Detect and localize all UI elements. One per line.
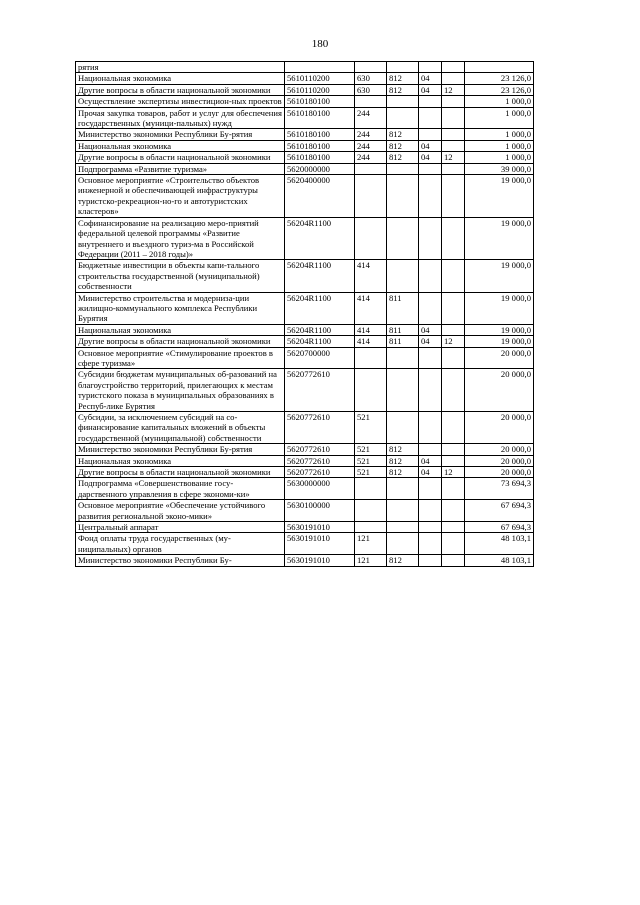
department-code-cell: 811 (387, 292, 419, 324)
target-code-cell: 5620000000 (285, 163, 355, 174)
table-row (76, 455, 534, 466)
item-name-cell: Другие вопросы в области национальной экономики (76, 152, 285, 163)
target-code-cell: 5610110200 (285, 84, 355, 95)
department-code-cell: 812 (387, 444, 419, 455)
table-row (76, 129, 534, 140)
table-row (76, 347, 534, 369)
budget-table (75, 61, 534, 567)
item-name-cell: Основное мероприятие «Стимулирование проектов в сфере туризма» (76, 347, 285, 369)
target-code-cell: 5620772610 (285, 369, 355, 412)
target-code-cell: 56204R1100 (285, 217, 355, 260)
amount-cell: 20 000,0 (465, 455, 534, 466)
expense-type-cell (355, 347, 387, 369)
subsection-code-cell (442, 500, 465, 522)
expense-type-cell: 244 (355, 129, 387, 140)
amount-cell: 20 000,0 (465, 412, 534, 444)
item-name-cell: рятия (76, 62, 285, 73)
expense-type-cell: 521 (355, 412, 387, 444)
item-name-cell: Другие вопросы в области национальной экономики (76, 336, 285, 347)
department-code-cell (387, 412, 419, 444)
department-code-cell: 812 (387, 129, 419, 140)
section-code-cell: 04 (419, 152, 442, 163)
amount-cell: 67 694,3 (465, 500, 534, 522)
department-code-cell: 812 (387, 140, 419, 151)
table-row (76, 324, 534, 335)
section-code-cell: 04 (419, 73, 442, 84)
section-code-cell (419, 175, 442, 218)
section-code-cell (419, 500, 442, 522)
amount-cell: 20 000,0 (465, 444, 534, 455)
target-code-cell: 5610180100 (285, 129, 355, 140)
table-row (76, 336, 534, 347)
table-row (76, 175, 534, 218)
expense-type-cell (355, 96, 387, 107)
amount-cell: 19 000,0 (465, 336, 534, 347)
subsection-code-cell: 12 (442, 336, 465, 347)
table-row (76, 62, 534, 73)
amount-cell: 23 126,0 (465, 84, 534, 95)
table-row (76, 555, 534, 566)
item-name-cell: Основное мероприятие «Обеспечение устойчивого развития региональной эконо-мики» (76, 500, 285, 522)
target-code-cell: 5620700000 (285, 347, 355, 369)
section-code-cell (419, 217, 442, 260)
department-code-cell: 812 (387, 555, 419, 566)
department-code-cell: 812 (387, 455, 419, 466)
amount-cell: 20 000,0 (465, 347, 534, 369)
expense-type-cell: 414 (355, 324, 387, 335)
expense-type-cell: 521 (355, 455, 387, 466)
page-number: 180 (311, 38, 329, 50)
section-code-cell: 04 (419, 467, 442, 478)
table-row (76, 522, 534, 533)
department-code-cell (387, 260, 419, 292)
target-code-cell: 5630000000 (285, 478, 355, 500)
item-name-cell: Национальная экономика (76, 73, 285, 84)
amount-cell: 19 000,0 (465, 292, 534, 324)
target-code-cell: 56204R1100 (285, 292, 355, 324)
amount-cell: 48 103,1 (465, 555, 534, 566)
section-code-cell (419, 478, 442, 500)
subsection-code-cell (442, 455, 465, 466)
target-code-cell: 5630100000 (285, 500, 355, 522)
subsection-code-cell: 12 (442, 467, 465, 478)
section-code-cell (419, 260, 442, 292)
section-code-cell (419, 369, 442, 412)
section-code-cell (419, 347, 442, 369)
target-code-cell: 5630191010 (285, 555, 355, 566)
amount-cell: 39 000,0 (465, 163, 534, 174)
subsection-code-cell: 12 (442, 152, 465, 163)
target-code-cell: 5610180100 (285, 152, 355, 163)
department-code-cell (387, 522, 419, 533)
department-code-cell: 811 (387, 324, 419, 335)
table-row (76, 217, 534, 260)
section-code-cell (419, 412, 442, 444)
department-code-cell (387, 533, 419, 555)
section-code-cell (419, 107, 442, 129)
subsection-code-cell (442, 555, 465, 566)
expense-type-cell (355, 62, 387, 73)
subsection-code-cell (442, 533, 465, 555)
department-code-cell (387, 163, 419, 174)
expense-type-cell: 121 (355, 533, 387, 555)
expense-type-cell: 244 (355, 152, 387, 163)
budget-table-body (76, 62, 534, 567)
subsection-code-cell (442, 175, 465, 218)
table-row (76, 533, 534, 555)
subsection-code-cell (442, 478, 465, 500)
amount-cell: 48 103,1 (465, 533, 534, 555)
item-name-cell: Бюджетные инвестиции в объекты капи-тального строительства государственной (муниципальной) собственности (76, 260, 285, 292)
department-code-cell (387, 107, 419, 129)
expense-type-cell: 630 (355, 84, 387, 95)
target-code-cell: 5630191010 (285, 522, 355, 533)
section-code-cell (419, 292, 442, 324)
target-code-cell: 5620400000 (285, 175, 355, 218)
section-code-cell (419, 129, 442, 140)
table-row (76, 292, 534, 324)
expense-type-cell: 414 (355, 292, 387, 324)
department-code-cell: 812 (387, 152, 419, 163)
amount-cell: 20 000,0 (465, 467, 534, 478)
expense-type-cell (355, 369, 387, 412)
department-code-cell: 812 (387, 467, 419, 478)
item-name-cell: Фонд оплаты труда государственных (му-ниципальных) органов (76, 533, 285, 555)
expense-type-cell: 121 (355, 555, 387, 566)
expense-type-cell (355, 175, 387, 218)
amount-cell: 23 126,0 (465, 73, 534, 84)
expense-type-cell (355, 217, 387, 260)
target-code-cell: 5610180100 (285, 107, 355, 129)
amount-cell: 73 694,3 (465, 478, 534, 500)
subsection-code-cell (442, 129, 465, 140)
item-name-cell: Национальная экономика (76, 455, 285, 466)
department-code-cell (387, 62, 419, 73)
item-name-cell: Министерство экономики Республики Бу-рятия (76, 444, 285, 455)
department-code-cell: 812 (387, 84, 419, 95)
subsection-code-cell (442, 292, 465, 324)
item-name-cell: Подпрограмма «Совершенствование госу-дарственного управления в сфере экономи-ки» (76, 478, 285, 500)
department-code-cell (387, 478, 419, 500)
target-code-cell: 5630191010 (285, 533, 355, 555)
subsection-code-cell (442, 412, 465, 444)
department-code-cell (387, 175, 419, 218)
amount-cell: 1 000,0 (465, 107, 534, 129)
item-name-cell: Национальная экономика (76, 140, 285, 151)
expense-type-cell: 414 (355, 260, 387, 292)
item-name-cell: Другие вопросы в области национальной экономики (76, 84, 285, 95)
table-row (76, 467, 534, 478)
amount-cell: 1 000,0 (465, 96, 534, 107)
target-code-cell: 5620772610 (285, 455, 355, 466)
target-code-cell: 5610180100 (285, 96, 355, 107)
item-name-cell: Основное мероприятие «Строительство объектов инженерной и обеспечивающей инфраструктуры туристско-рекреацион-но-го и автотуристских кластеров» (76, 175, 285, 218)
table-row (76, 107, 534, 129)
table-row (76, 163, 534, 174)
table-row (76, 84, 534, 95)
expense-type-cell: 244 (355, 140, 387, 151)
amount-cell (465, 62, 534, 73)
amount-cell: 19 000,0 (465, 324, 534, 335)
item-name-cell: Министерство экономики Республики Бу- (76, 555, 285, 566)
department-code-cell (387, 347, 419, 369)
amount-cell: 19 000,0 (465, 175, 534, 218)
department-code-cell (387, 217, 419, 260)
table-row (76, 152, 534, 163)
expense-type-cell: 521 (355, 467, 387, 478)
expense-type-cell: 244 (355, 107, 387, 129)
target-code-cell: 56204R1100 (285, 336, 355, 347)
subsection-code-cell (442, 324, 465, 335)
subsection-code-cell (442, 107, 465, 129)
target-code-cell: 5620772610 (285, 412, 355, 444)
subsection-code-cell (442, 73, 465, 84)
section-code-cell (419, 444, 442, 455)
table-row (76, 412, 534, 444)
subsection-code-cell (442, 163, 465, 174)
subsection-code-cell (442, 62, 465, 73)
subsection-code-cell (442, 260, 465, 292)
target-code-cell: 5620772610 (285, 467, 355, 478)
expense-type-cell: 630 (355, 73, 387, 84)
item-name-cell: Министерство строительства и модерниза-ции жилищно-коммунального комплекса Республики Бурятия (76, 292, 285, 324)
subsection-code-cell (442, 444, 465, 455)
section-code-cell: 04 (419, 84, 442, 95)
item-name-cell: Другие вопросы в области национальной экономики (76, 467, 285, 478)
table-row (76, 96, 534, 107)
expense-type-cell (355, 500, 387, 522)
expense-type-cell: 521 (355, 444, 387, 455)
table-row (76, 444, 534, 455)
item-name-cell: Подпрограмма «Развитие туризма» (76, 163, 285, 174)
section-code-cell: 04 (419, 455, 442, 466)
item-name-cell: Центральный аппарат (76, 522, 285, 533)
section-code-cell: 04 (419, 140, 442, 151)
item-name-cell: Софинансирование на реализацию меро-приятий федеральной целевой программы «Развитие внутреннего и въездного туриз-ма в Российской Федерации (2011 – 2018 годы)» (76, 217, 285, 260)
item-name-cell: Министерство экономики Республики Бу-рятия (76, 129, 285, 140)
subsection-code-cell (442, 96, 465, 107)
section-code-cell (419, 96, 442, 107)
section-code-cell (419, 522, 442, 533)
item-name-cell: Национальная экономика (76, 324, 285, 335)
subsection-code-cell (442, 369, 465, 412)
amount-cell: 19 000,0 (465, 217, 534, 260)
target-code-cell: 5610180100 (285, 140, 355, 151)
item-name-cell: Прочая закупка товаров, работ и услуг для обеспечения государственных (муници-пальных) нужд (76, 107, 285, 129)
department-code-cell: 811 (387, 336, 419, 347)
section-code-cell (419, 533, 442, 555)
section-code-cell (419, 62, 442, 73)
target-code-cell: 56204R1100 (285, 324, 355, 335)
expense-type-cell: 414 (355, 336, 387, 347)
department-code-cell: 812 (387, 73, 419, 84)
section-code-cell (419, 555, 442, 566)
target-code-cell (285, 62, 355, 73)
target-code-cell: 5610110200 (285, 73, 355, 84)
expense-type-cell (355, 163, 387, 174)
expense-type-cell (355, 522, 387, 533)
target-code-cell: 56204R1100 (285, 260, 355, 292)
item-name-cell: Субсидии бюджетам муниципальных об-разований на благоустройство территорий, прилегающих к местам туристского показа в муниципальных образованиях в Респуб-лике Бурятия (76, 369, 285, 412)
amount-cell: 1 000,0 (465, 129, 534, 140)
table-row (76, 260, 534, 292)
amount-cell: 1 000,0 (465, 140, 534, 151)
amount-cell: 67 694,3 (465, 522, 534, 533)
subsection-code-cell: 12 (442, 84, 465, 95)
table-row (76, 478, 534, 500)
table-row (76, 500, 534, 522)
department-code-cell (387, 500, 419, 522)
amount-cell: 20 000,0 (465, 369, 534, 412)
target-code-cell: 5620772610 (285, 444, 355, 455)
expense-type-cell (355, 478, 387, 500)
table-row (76, 73, 534, 84)
section-code-cell (419, 163, 442, 174)
subsection-code-cell (442, 522, 465, 533)
table-row (76, 140, 534, 151)
item-name-cell: Осуществление экспертизы инвестицион-ных проектов (76, 96, 285, 107)
subsection-code-cell (442, 347, 465, 369)
department-code-cell (387, 369, 419, 412)
amount-cell: 19 000,0 (465, 260, 534, 292)
subsection-code-cell (442, 217, 465, 260)
subsection-code-cell (442, 140, 465, 151)
amount-cell: 1 000,0 (465, 152, 534, 163)
table-row (76, 369, 534, 412)
section-code-cell: 04 (419, 336, 442, 347)
section-code-cell: 04 (419, 324, 442, 335)
department-code-cell (387, 96, 419, 107)
item-name-cell: Субсидии, за исключением субсидий на со-финансирование капитальных вложений в объекты государственной (муниципальной) собственности (76, 412, 285, 444)
